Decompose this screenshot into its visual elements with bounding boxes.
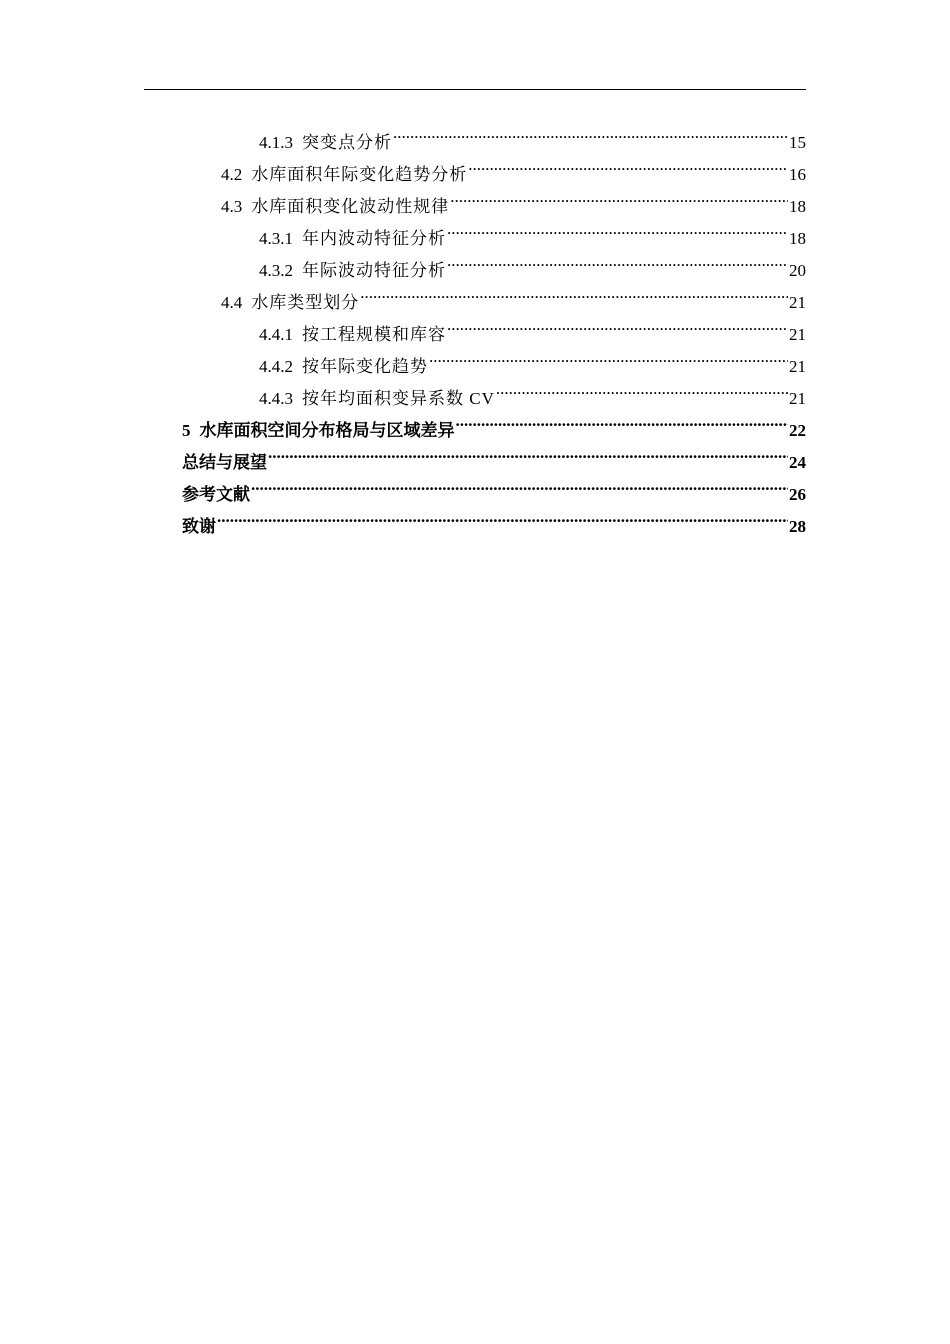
header-rule <box>144 89 806 90</box>
toc-entry-references[interactable] <box>182 468 806 504</box>
toc-entry-number: 4.3.2 <box>259 261 293 280</box>
toc-entry-page: 26 <box>789 485 806 504</box>
toc-entry-summary[interactable] <box>182 436 806 472</box>
toc-entry-number: 4.3.1 <box>259 229 293 248</box>
toc-dot-leader <box>393 116 788 148</box>
toc-entry-page: 20 <box>789 261 806 280</box>
toc-dot-leader <box>496 372 788 404</box>
toc-dot-leader <box>217 500 788 532</box>
toc-entry-chapter-5[interactable] <box>182 404 806 440</box>
toc-entry-number: 4.4.2 <box>259 357 293 376</box>
toc-entry-page: 21 <box>789 357 806 376</box>
toc-dot-leader <box>268 436 788 468</box>
toc-entry-page: 24 <box>789 453 806 472</box>
toc-entry-page: 18 <box>789 197 806 216</box>
toc-dot-leader <box>456 404 789 436</box>
toc-entry-4-4-1[interactable] <box>259 308 806 344</box>
toc-entry-4-3-2[interactable] <box>259 244 806 280</box>
toc-entry-number: 4.4 <box>221 293 243 312</box>
toc-entry-number: 4.4.1 <box>259 325 293 344</box>
toc-entry-4-4-3[interactable] <box>259 372 806 408</box>
toc-entry-page: 21 <box>789 389 806 408</box>
toc-entry-page: 18 <box>789 229 806 248</box>
toc-entry-page: 16 <box>789 165 806 184</box>
toc-entry-page: 22 <box>789 421 806 440</box>
toc-entry-4-3[interactable] <box>221 180 806 216</box>
toc-entry-page: 21 <box>789 293 806 312</box>
toc-entry-number: 4.1.3 <box>259 133 293 152</box>
toc-entry-page: 21 <box>789 325 806 344</box>
toc-entry-title: 总结与展望 <box>182 453 267 472</box>
toc-entry-title: 突变点分析 <box>302 133 392 152</box>
toc-dot-leader <box>447 212 788 244</box>
toc-dot-leader <box>360 276 788 308</box>
toc-entry-page: 15 <box>789 133 806 152</box>
toc-entry-title: 按工程规模和库容 <box>302 325 446 344</box>
toc-entry-number: 4.3 <box>221 197 243 216</box>
toc-dot-leader <box>251 468 788 500</box>
toc-entry-number: 4.4.3 <box>259 389 293 408</box>
toc-entry-title: 致谢 <box>182 517 216 536</box>
toc-entry-number: 4.2 <box>221 165 243 184</box>
toc-entry-acknowledgements[interactable] <box>182 500 806 536</box>
toc-entry-4-4-2[interactable] <box>259 340 806 376</box>
toc-entry-title: 水库面积变化波动性规律 <box>251 197 450 216</box>
toc-dot-leader <box>447 308 788 340</box>
toc-entry-title: 水库面积年际变化趋势分析 <box>251 165 468 184</box>
toc-entry-title: 按年均面积变异系数 CV <box>302 389 495 408</box>
toc-entry-page: 28 <box>789 517 806 536</box>
toc-entry-number: 5 <box>182 421 191 440</box>
toc-entry-title: 水库类型划分 <box>251 293 360 312</box>
toc-dot-leader <box>447 244 788 276</box>
toc-entry-title: 水库面积空间分布格局与区域差异 <box>199 421 455 440</box>
toc-entry-4-1-3[interactable] <box>259 116 806 152</box>
toc-dot-leader <box>429 340 788 372</box>
toc-entry-4-2[interactable] <box>221 148 806 184</box>
toc-dot-leader <box>468 148 788 180</box>
toc-dot-leader <box>450 180 788 212</box>
toc-entry-title: 参考文献 <box>182 485 250 504</box>
toc-entry-title: 年际波动特征分析 <box>302 261 446 280</box>
toc-entry-4-4[interactable] <box>221 276 806 312</box>
toc-entry-title: 年内波动特征分析 <box>302 229 446 248</box>
toc-entry-title: 按年际变化趋势 <box>302 357 428 376</box>
toc-entry-4-3-1[interactable] <box>259 212 806 248</box>
